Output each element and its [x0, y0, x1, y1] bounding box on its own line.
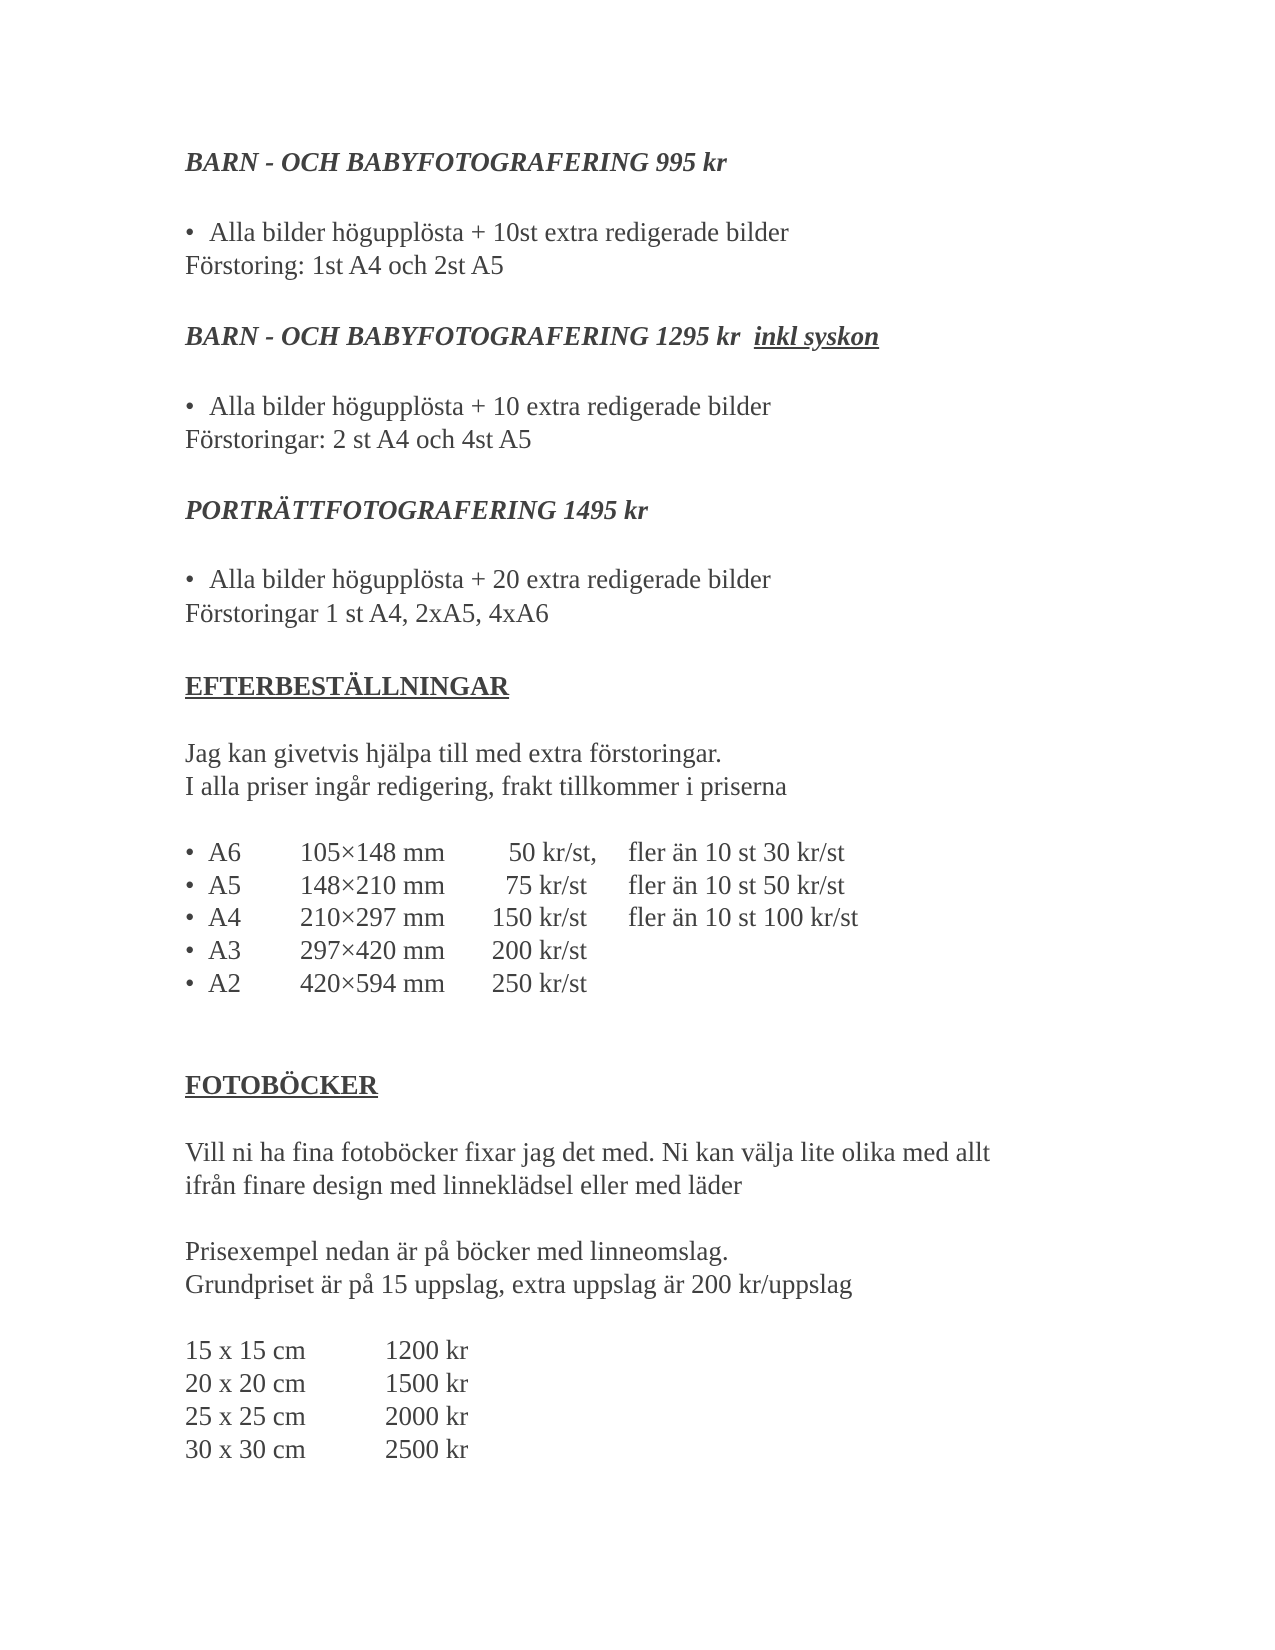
photobooks-note-line-2: Grundpriset är på 15 uppslag, extra uppslag är 200 kr/uppslag	[185, 1269, 853, 1299]
reorder-row	[185, 966, 1085, 1000]
paper-size: A5	[208, 870, 241, 900]
unit-price: 200 kr/st	[491, 935, 587, 965]
photobooks-intro-line-2: ifrån finare design med linneklädsel eller med läder	[185, 1170, 743, 1200]
photobook-row	[185, 1333, 1085, 1367]
unit-price: 250 kr/st	[491, 968, 587, 998]
package-2-enlargements: Förstoringar: 2 st A4 och 4st A5	[185, 424, 532, 454]
unit-price: 75 kr/st	[505, 870, 587, 900]
package-3-title: PORTRÄTTFOTOGRAFERING 1495 kr	[185, 495, 649, 525]
paper-dimensions: 210×297 mm	[300, 902, 445, 932]
photobook-row	[185, 1366, 1085, 1400]
package-2-title: BARN - OCH BABYFOTOGRAFERING 1295 kr inkl syskon	[185, 321, 880, 351]
unit-price: 150 kr/st	[491, 902, 587, 932]
photobooks-intro-line-1: Vill ni ha fina fotoböcker fixar jag det med. Ni kan välja lite olika med allt	[185, 1137, 991, 1167]
book-size: 25 x 25 cm	[185, 1401, 306, 1431]
reorder-row	[185, 868, 1085, 902]
book-size: 20 x 20 cm	[185, 1368, 306, 1398]
photobooks-note-line-1: Prisexempel nedan är på böcker med linneomslag.	[185, 1236, 729, 1266]
bullet-icon: •	[185, 391, 195, 421]
package-3-enlargements: Förstoringar 1 st A4, 2xA5, 4xA6	[185, 598, 549, 628]
book-size: 15 x 15 cm	[185, 1335, 306, 1365]
bullet-icon: •	[185, 870, 195, 900]
book-price: 2000 kr	[385, 1401, 469, 1431]
package-3-bullet: • Alla bilder högupplösta + 20 extra redigerade bilder	[185, 564, 771, 594]
package-2-extra: inkl syskon	[753, 321, 880, 351]
paper-size: A6	[208, 837, 241, 867]
unit-price: 50 kr/st,	[508, 837, 597, 867]
paper-dimensions: 148×210 mm	[300, 870, 445, 900]
reorder-row	[185, 900, 1085, 934]
photobooks-title: FOTOBÖCKER	[185, 1070, 379, 1100]
paper-size: A2	[208, 968, 241, 998]
bullet-icon: •	[185, 837, 195, 867]
bullet-icon: •	[185, 935, 195, 965]
bullet-icon: •	[185, 968, 195, 998]
reorder-row	[185, 933, 1085, 967]
book-size: 30 x 30 cm	[185, 1434, 306, 1464]
book-price: 2500 kr	[385, 1434, 469, 1464]
reorders-title: EFTERBESTÄLLNINGAR	[185, 671, 510, 701]
paper-size: A3	[208, 935, 241, 965]
bulk-price: fler än 10 st 50 kr/st	[628, 870, 845, 900]
paper-dimensions: 420×594 mm	[300, 968, 445, 998]
bullet-icon: •	[185, 564, 195, 594]
bulk-price: fler än 10 st 30 kr/st	[628, 837, 845, 867]
bulk-price: fler än 10 st 100 kr/st	[628, 902, 859, 932]
reorder-row	[185, 835, 1085, 869]
package-1-enlargements: Förstoring: 1st A4 och 2st A5	[185, 250, 504, 280]
paper-dimensions: 105×148 mm	[300, 837, 445, 867]
paper-dimensions: 297×420 mm	[300, 935, 445, 965]
paper-size: A4	[208, 902, 241, 932]
reorders-intro-line-2: I alla priser ingår redigering, frakt tillkommer i priserna	[185, 771, 788, 801]
bullet-icon: •	[185, 902, 195, 932]
photobook-row	[185, 1399, 1085, 1433]
package-1-title: BARN - OCH BABYFOTOGRAFERING 995 kr	[185, 147, 727, 177]
package-2-bullet: • Alla bilder högupplösta + 10 extra redigerade bilder	[185, 391, 771, 421]
package-1-bullet: • Alla bilder högupplösta + 10st extra redigerade bilder	[185, 217, 789, 247]
book-price: 1500 kr	[385, 1368, 469, 1398]
book-price: 1200 kr	[385, 1335, 469, 1365]
photobook-row	[185, 1432, 1085, 1466]
bullet-icon: •	[185, 217, 195, 247]
reorders-intro-line-1: Jag kan givetvis hjälpa till med extra förstoringar.	[185, 738, 722, 768]
